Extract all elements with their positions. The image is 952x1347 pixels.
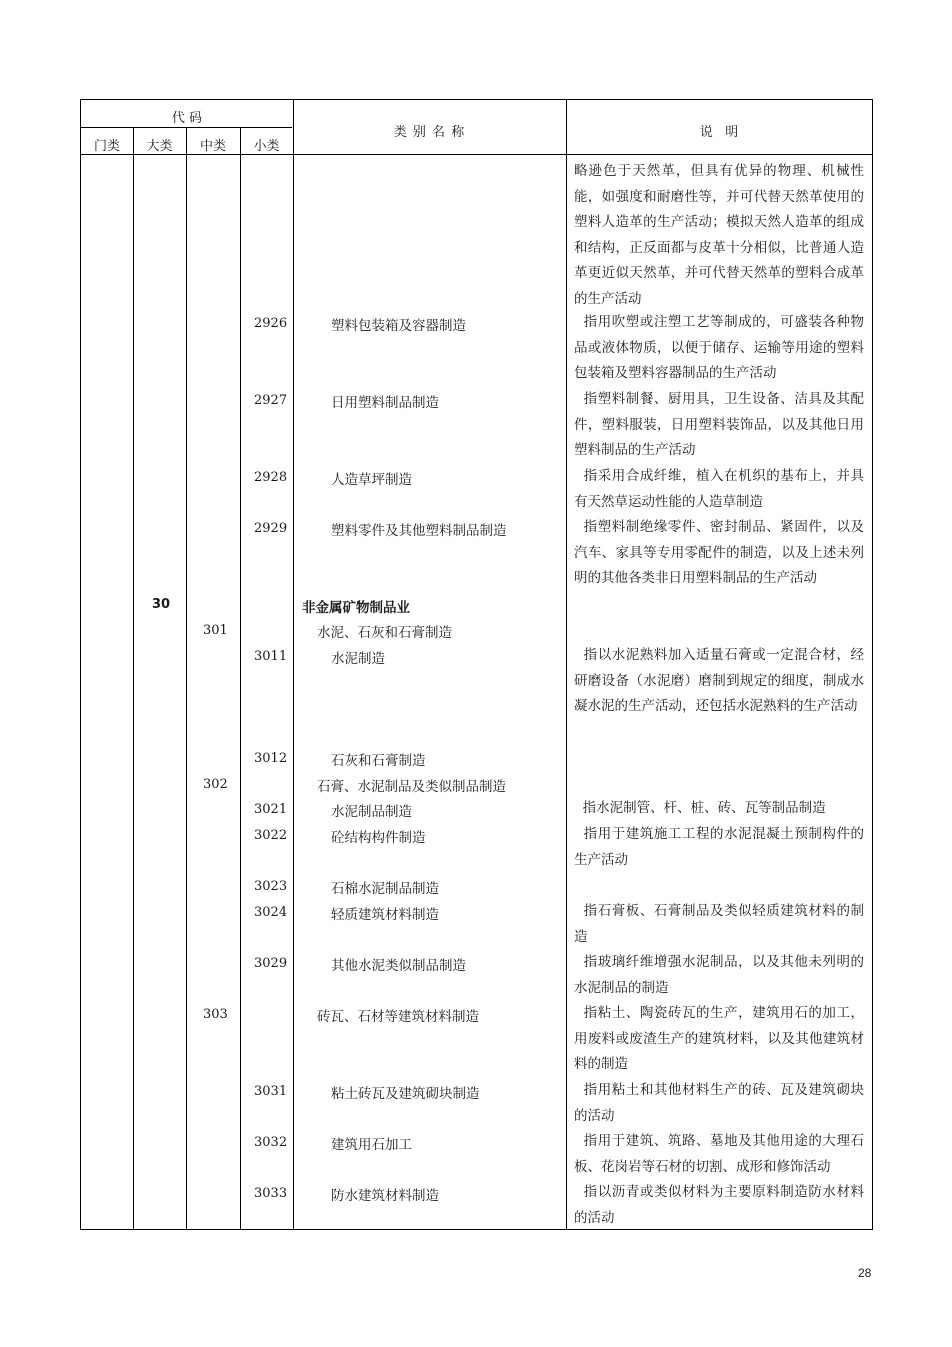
code-da: 30 (152, 597, 171, 612)
col-divider (186, 128, 187, 1229)
description: 指采用合成纤维，植入在机织的基布上，并具有天然草运动性能的人造草制造 (574, 468, 864, 510)
category-name: 砖瓦、石材等建筑材料制造 (317, 1009, 479, 1025)
description: 指粘土、陶瓷砖瓦的生产，建筑用石的加工，用废料或废渣生产的建筑材料，以及其他建筑材料的制造 (574, 1005, 864, 1073)
code-xiao: 2928 (254, 470, 288, 485)
description: 指用于建筑、筑路、墓地及其他用途的大理石板、花岗岩等石材的切割、成形和修饰活动 (574, 1133, 864, 1175)
category-name: 石膏、水泥制品及类似制品制造 (317, 779, 506, 795)
header-name: 类 别 名 称 (393, 125, 466, 140)
category-name: 建筑用石加工 (331, 1137, 412, 1153)
category-name: 塑料包装箱及容器制造 (331, 318, 466, 334)
code-xiao: 2929 (254, 521, 288, 536)
header-desc: 说 明 (699, 125, 739, 140)
page-number: 28 (858, 1266, 872, 1280)
category-name: 日用塑料制品制造 (331, 395, 439, 411)
header-men: 门类 (93, 139, 120, 154)
code-zhong: 301 (203, 623, 228, 638)
code-xiao: 3031 (254, 1084, 288, 1099)
code-xiao: 3011 (254, 649, 288, 664)
code-xiao: 3024 (254, 905, 288, 920)
description: 指塑料制绝缘零件、密封制品、紧固件，以及汽车、家具等专用零配件的制造，以及上述未列明的其他各类非日用塑料制品的生产活动 (574, 519, 864, 587)
code-xiao: 3012 (254, 751, 288, 766)
code-xiao: 3029 (254, 956, 288, 971)
description: 指水泥制管、杆、桩、砖、瓦等制品制造 (574, 800, 826, 816)
category-name: 人造草坪制造 (331, 472, 412, 488)
code-xiao: 3021 (254, 802, 288, 817)
col-divider (240, 128, 241, 1229)
category-name: 水泥、石灰和石膏制造 (317, 625, 452, 641)
code-xiao: 3022 (254, 828, 288, 843)
code-xiao: 2926 (254, 316, 288, 331)
category-name: 轻质建筑材料制造 (331, 907, 439, 923)
category-name: 其他水泥类似制品制造 (331, 958, 466, 974)
code-xiao: 3033 (254, 1186, 288, 1201)
category-name: 石棉水泥制品制造 (331, 881, 439, 897)
code-zhong: 303 (203, 1007, 228, 1022)
description: 指用吹塑或注塑工艺等制成的，可盛装各种物品或液体物质，以便于储存、运输等用途的塑料包装箱及塑料容器制品的生产活动 (574, 314, 864, 382)
category-name: 防水建筑材料制造 (331, 1188, 439, 1204)
description: 指玻璃纤维增强水泥制品，以及其他未列明的水泥制品的制造 (574, 954, 864, 996)
header-bottom-line (81, 154, 872, 155)
category-name: 粘土砖瓦及建筑砌块制造 (331, 1086, 480, 1102)
code-xiao: 3032 (254, 1135, 288, 1150)
col-divider (293, 100, 294, 1229)
category-name: 水泥制品制造 (331, 804, 412, 820)
description: 指石膏板、石膏制品及类似轻质建筑材料的制造 (574, 903, 864, 945)
description: 指以沥青或类似材料为主要原料制造防水材料的活动 (574, 1184, 864, 1226)
category-name: 水泥制造 (331, 651, 385, 667)
description: 指以水泥熟料加入适量石膏或一定混合材，经研磨设备（水泥磨）磨制到规定的细度，制成水凝水泥的生产活动，还包括水泥熟料的生产活动 (574, 647, 864, 715)
code-xiao: 2927 (254, 393, 288, 408)
header-divider (81, 127, 292, 128)
description: 指用于建筑施工工程的水泥混凝土预制构件的生产活动 (574, 826, 864, 868)
header-da: 大类 (146, 139, 173, 154)
code-zhong: 302 (203, 777, 228, 792)
code-xiao: 3023 (254, 879, 288, 894)
description: 指塑料制餐、厨用具，卫生设备、洁具及其配件，塑料服装，日用塑料装饰品，以及其他日用塑料制品的生产活动 (574, 391, 864, 459)
category-name: 非金属矿物制品业 (302, 600, 410, 616)
category-name: 砼结构构件制造 (331, 830, 426, 846)
description: 指用粘土和其他材料生产的砖、瓦及建筑砌块的活动 (574, 1082, 864, 1124)
description: 略逊色于天然革，但具有优异的物理、机械性能，如强度和耐磨性等，并可代替天然革使用的塑料人造革的生产活动；模拟天然人造革的组成和结构，正反面都与皮革十分相似，比普通人造革更近似天然革，并可代替天然革的塑料合成革的生产活动 (574, 163, 864, 307)
col-divider (133, 128, 134, 1229)
col-divider (566, 100, 567, 1229)
category-name: 石灰和石膏制造 (331, 753, 426, 769)
header-code: 代 码 (171, 111, 203, 126)
header-zhong: 中类 (199, 139, 226, 154)
header-xiao: 小类 (253, 139, 280, 154)
category-name: 塑料零件及其他塑料制品制造 (331, 523, 507, 539)
